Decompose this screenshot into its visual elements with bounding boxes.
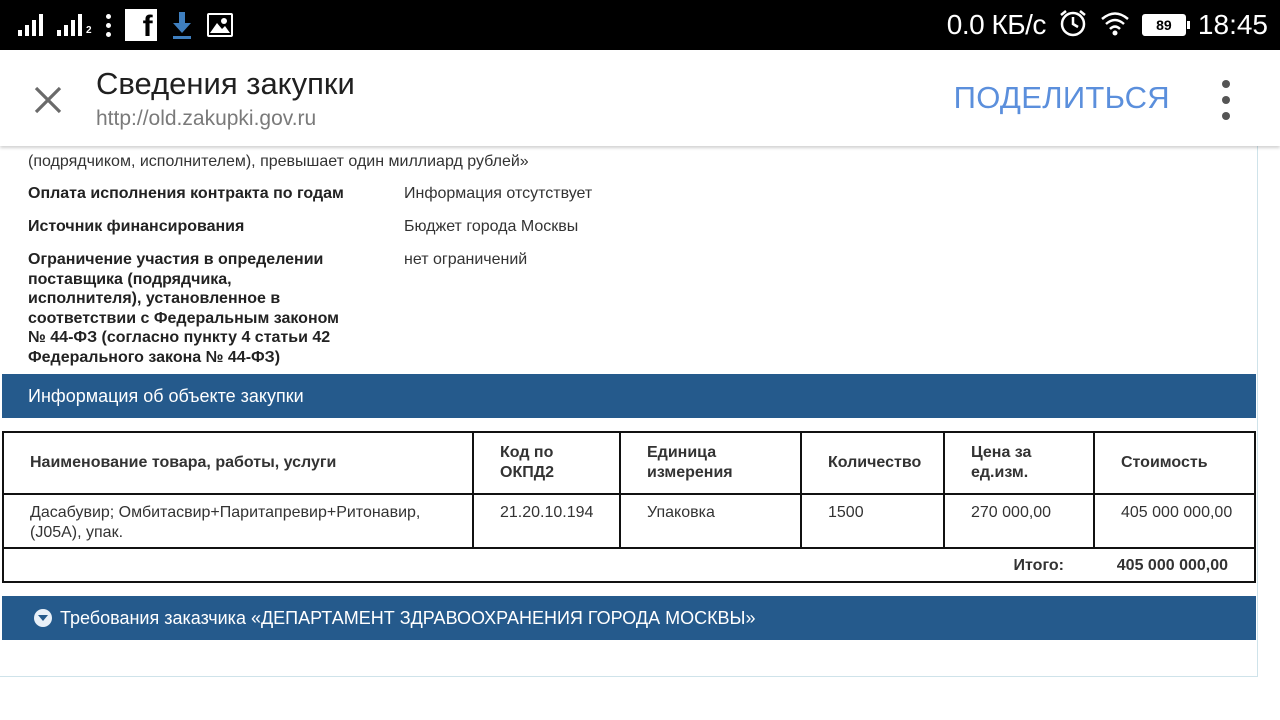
overflow-dot-icon <box>1222 96 1230 104</box>
table-row <box>3 494 1255 548</box>
clock: 18:45 <box>1197 9 1268 40</box>
column-header: Стоимость <box>1094 432 1255 494</box>
wifi-icon <box>1100 10 1130 41</box>
detail-value: нет ограничений <box>404 251 528 268</box>
column-header: Код по ОКПД2 <box>473 432 620 494</box>
facebook-icon: f <box>125 9 157 41</box>
web-content[interactable] <box>0 146 1280 720</box>
more-dots-icon <box>106 14 111 37</box>
signal-sim2-icon <box>57 14 92 36</box>
table-cell: Упаковка <box>620 494 801 548</box>
sim2-label: 2 <box>86 25 92 36</box>
status-bar-notifications <box>18 10 233 43</box>
page-title: Сведения закупки <box>96 66 355 101</box>
section-header-object: Информация об объекте закупки <box>2 374 1256 418</box>
page-url: http://old.zakupki.gov.ru <box>96 107 317 130</box>
overflow-dot-icon <box>1222 80 1230 88</box>
expand-toggle-icon[interactable] <box>34 609 52 627</box>
detail-label: Ограничение участия в определении поставщика (подрядчика, исполнителя), установленное в соответствии с Федеральным законом № 44-ФЗ (согласно пункту 4 статьи 42 Федерального закона № 44-ФЗ) <box>28 251 340 366</box>
object-table <box>2 431 1256 583</box>
share-button[interactable]: ПОДЕЛИТЬСЯ <box>953 80 1170 115</box>
table-cell: 270 000,00 <box>944 494 1094 548</box>
truncated-line: (подрядчиком, исполнителем), превышает один миллиард рублей» <box>28 153 529 170</box>
total-label: Итого: <box>1013 557 1064 574</box>
image-icon <box>207 13 233 37</box>
column-header: Количество <box>801 432 944 494</box>
procurement-details <box>0 146 1258 677</box>
alarm-icon <box>1058 8 1088 43</box>
table-cell: 405 000 000,00 <box>1094 494 1255 548</box>
detail-label: Источник финансирования <box>28 218 245 235</box>
battery-level: 89 <box>1156 17 1172 33</box>
table-cell: 21.20.10.194 <box>473 494 620 548</box>
overflow-menu-button[interactable] <box>1218 80 1234 120</box>
column-header: Наименование товара, работы, услуги <box>3 432 473 494</box>
close-icon <box>24 76 72 124</box>
table-header-row <box>3 432 1255 494</box>
truncated-text <box>28 146 1228 172</box>
total-value: 405 000 000,00 <box>1116 557 1228 574</box>
detail-label: Оплата исполнения контракта по годам <box>28 185 344 202</box>
section-header-requirements[interactable] <box>2 596 1256 640</box>
column-header: Единица измерения <box>620 432 801 494</box>
signal-sim1-icon <box>18 14 43 36</box>
network-speed: 0.0 КБ/с <box>946 9 1046 40</box>
download-icon <box>171 10 193 40</box>
column-header: Цена за ед.изм. <box>944 432 1094 494</box>
section-title: Требования заказчика «ДЕПАРТАМЕНТ ЗДРАВООХРАНЕНИЯ ГОРОДА МОСКВЫ» <box>60 608 756 628</box>
overflow-dot-icon <box>1222 112 1230 120</box>
detail-value: Бюджет города Москвы <box>404 218 579 235</box>
app-bar <box>0 50 1280 146</box>
battery-icon <box>1142 14 1186 36</box>
status-bar <box>0 0 1280 50</box>
detail-value: Информация отсутствует <box>404 185 593 202</box>
table-total-row <box>3 548 1255 582</box>
close-button[interactable] <box>24 76 72 124</box>
table-cell: Дасабувир; Омбитасвир+Паритапревир+Ритонавир, (J05A), упак. <box>3 494 473 548</box>
status-bar-system <box>947 8 1268 42</box>
table-cell: 1500 <box>801 494 944 548</box>
